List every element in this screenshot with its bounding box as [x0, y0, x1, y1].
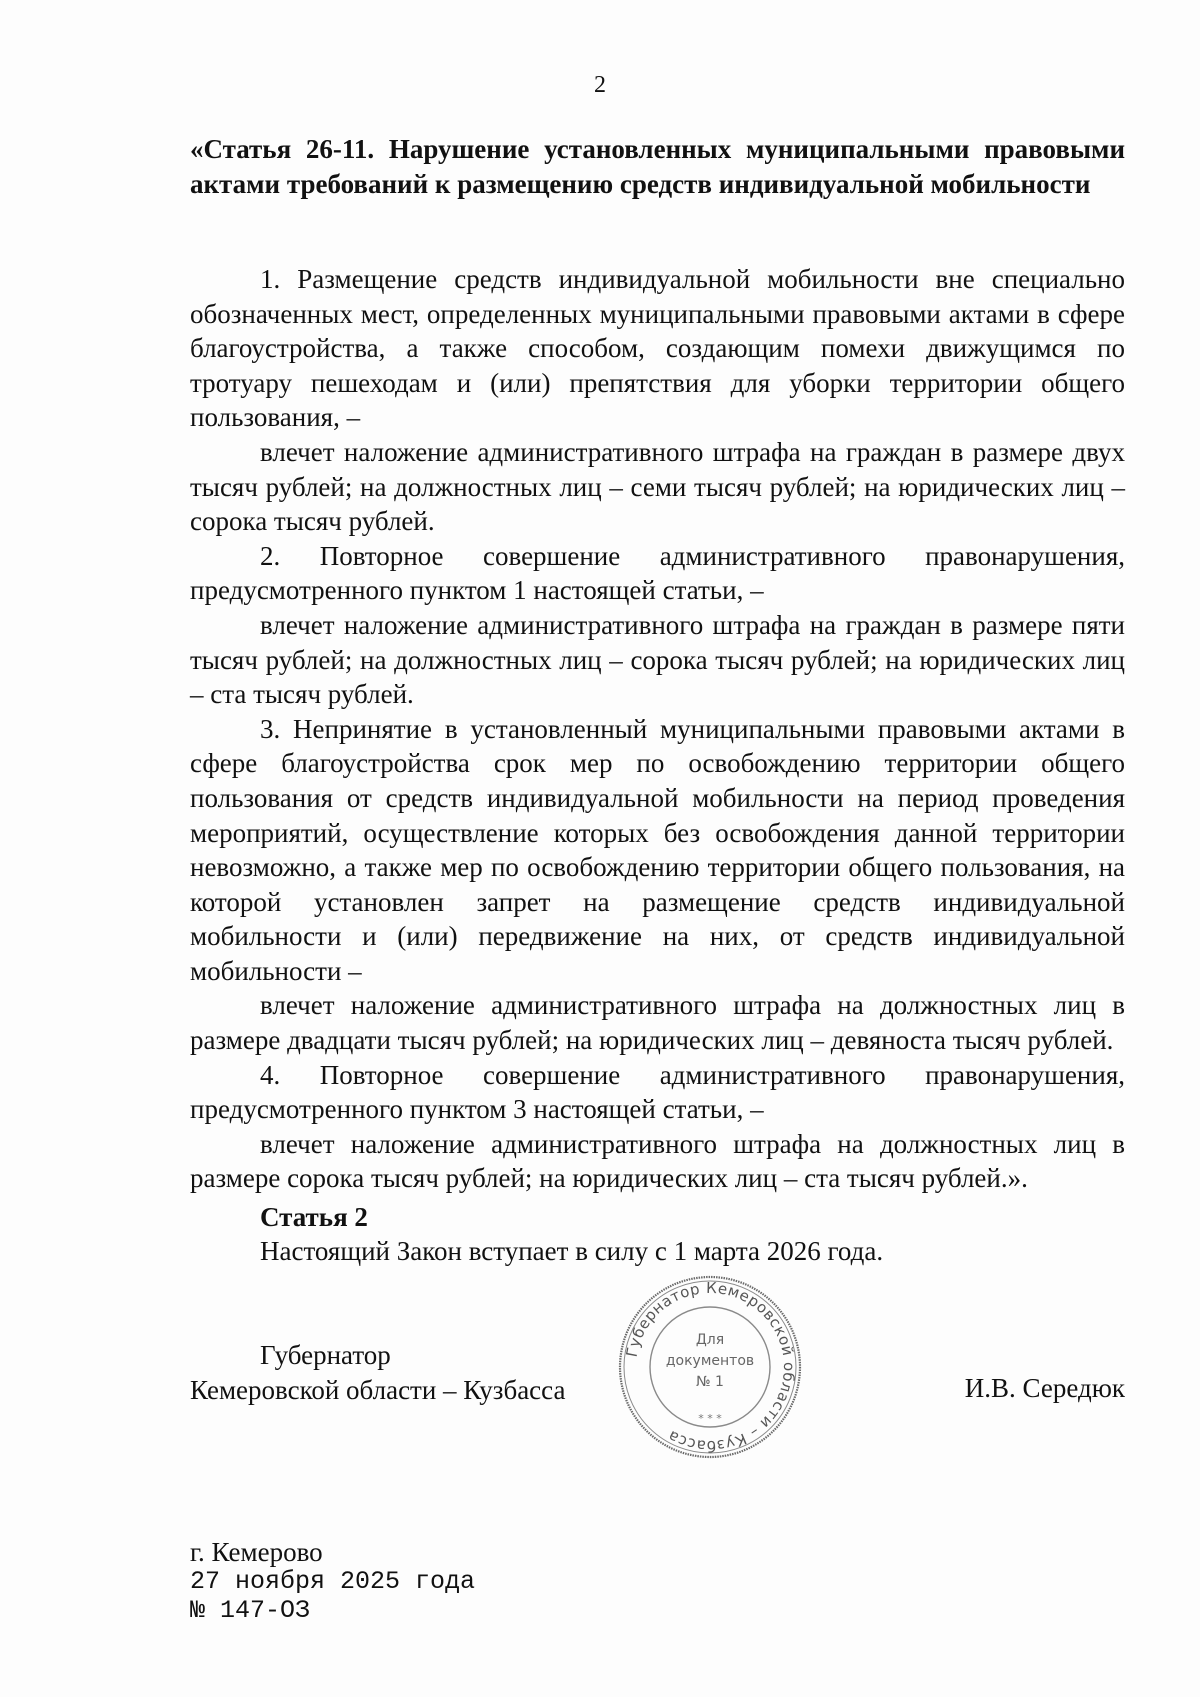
stamp-center-line-3: № 1	[696, 1374, 724, 1390]
page-number: 2	[594, 72, 606, 98]
paragraph: 1. Размещение средств индивидуальной мобильности вне специально обозначенных мест, определенных муниципальными правовыми актами в сфере благоустройства, а также способом, создающим помехи движущимся по тротуару пешеходам и (или) препятствия для уборки территории общего пользования, –	[190, 264, 1125, 433]
stamp-stars: * * *	[698, 1412, 722, 1425]
footer-block	[190, 1537, 475, 1625]
article-2-text: Настоящий Закон вступает в силу с 1 марта 2026 года.	[260, 1236, 884, 1266]
paragraph: влечет наложение административного штрафа на должностных лиц в размере сорока тысяч рублей; на юридических лиц – ста тысяч рублей.».	[190, 1128, 1125, 1194]
city: г. Кемерово	[190, 1537, 323, 1567]
paragraph: 4. Повторное совершение административного правонарушения, предусмотренного пунктом 3 настоящей статьи, –	[190, 1059, 1125, 1125]
signatory-name: И.В. Середюк	[964, 1373, 1125, 1403]
stamp-center-line-1: Для	[695, 1332, 725, 1348]
paragraph: 2. Повторное совершение административного правонарушения, предусмотренного пунктом 1 настоящей статьи, –	[190, 540, 1125, 606]
paragraph: влечет наложение административного штрафа на граждан в размере двух тысяч рублей; на должностных лиц – семи тысяч рублей; на юридических лиц – сорока тысяч рублей.	[190, 436, 1125, 537]
law-date: 27 ноября 2025 года	[190, 1567, 476, 1596]
paragraph: влечет наложение административного штрафа на граждан в размере пяти тысяч рублей; на должностных лиц – сорока тысяч рублей; на юридических лиц – ста тысяч рублей.	[190, 609, 1125, 710]
stamp-center-line-2: документов	[665, 1353, 755, 1369]
signature-position	[190, 1338, 566, 1408]
article-2-title: Статья 2	[260, 1202, 368, 1232]
article-2	[260, 1200, 883, 1268]
paragraph: влечет наложение административного штрафа на должностных лиц в размере двадцати тысяч рублей; на юридических лиц – девяноста тысяч рублей.	[190, 990, 1125, 1056]
stamp-ring-text: Губернатор Кемеровской области – Кузбасса	[622, 1278, 799, 1456]
position-line-1: Губернатор	[260, 1340, 391, 1370]
paragraph: 3. Непринятие в установленный муниципальными правовыми актами в сфере благоустройства срок мер по освобождению территории общего пользования от средств индивидуальной мобильности на период проведения мероприятий, осуществление которых без освобождения данной территории невозможно, а также мер по освобождению территории общего пользования, на которой установлен запрет на размещение средств индивидуальной мобильности и (или) передвижение на них, от средств индивидуальной мобильности –	[190, 713, 1125, 986]
law-number: № 147-ОЗ	[190, 1596, 311, 1625]
article-heading: «Статья 26-11. Нарушение установленных муниципальными правовыми актами требований к размещению средств индивидуальной мобильности	[190, 134, 1125, 199]
official-stamp	[615, 1272, 805, 1462]
position-line-2: Кемеровской области – Кузбасса	[190, 1375, 566, 1405]
article-body	[190, 262, 1125, 1196]
